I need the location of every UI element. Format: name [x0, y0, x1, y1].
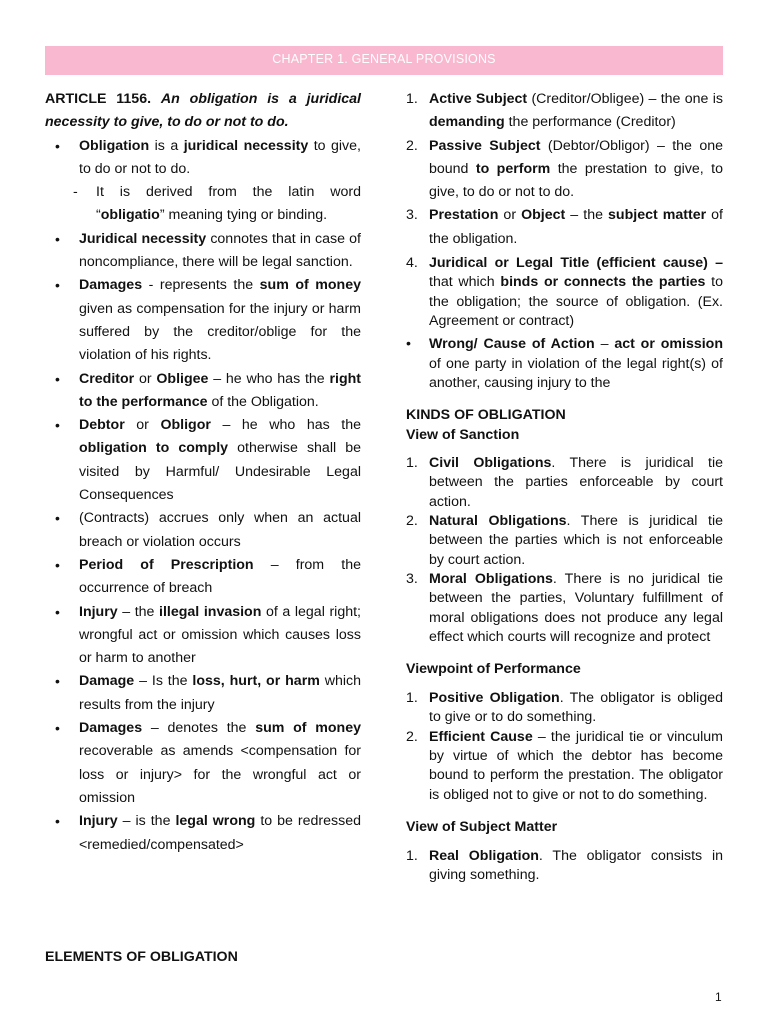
element-juridical-title: 4. Juridical or Legal Title (efficient cause) – that which binds or connects the parties to the obligation; the source of obligation. (Ex. Agreement or contract)	[406, 255, 723, 329]
right-column	[406, 88, 723, 886]
chapter-banner: CHAPTER 1. GENERAL PROVISIONS	[45, 46, 723, 75]
list-item-injury-legal-wrong: • Injury – is the legal wrong to be redressed <remedied/compensated>	[45, 810, 361, 857]
wrong-cause-of-action: • Wrong/ Cause of Action – act or omission of one party in violation of the legal right(s) of another, causing injury to the	[406, 335, 723, 393]
list-item-damages-sum: • Damages – denotes the sum of money recoverable as amends <compensation for loss or injury> for the wrongful act or omission	[45, 717, 361, 810]
subject-matter-heading: View of Subject Matter	[406, 818, 558, 835]
element-passive-subject: 2. Passive Subject (Debtor/Obligor) – the one bound to perform the prestation to give, to give, to do or not to do.	[406, 137, 723, 201]
performance-list	[406, 689, 723, 805]
list-item-prescription: • Period of Prescription – from the occurrence of breach	[45, 554, 361, 601]
moral-obligations: 3. Moral Obligations. There is no juridical tie between the parties, Voluntary fulfillment of moral obligations does not produce any legal effect which courts will recognize and protect	[406, 570, 723, 645]
definition-list	[45, 135, 361, 857]
elements-heading: ELEMENTS OF OBLIGATION	[45, 949, 238, 965]
list-item-contracts: • (Contracts) accrues only when an actual breach or violation occurs	[45, 507, 361, 554]
page-number: 1	[715, 990, 722, 1004]
element-active-subject: 1. Active Subject (Creditor/Obligee) – the one is demanding the performance (Creditor)	[406, 91, 723, 131]
left-column	[45, 88, 361, 857]
article-1156: ARTICLE 1156. An obligation is a juridical necessity to give, to do or not to do.	[45, 91, 362, 131]
efficient-cause: 2. Efficient Cause – the juridical tie or vinculum by virtue of which the debtor has become bound to perform the prestation. The obligator is obliged not to give or not to do something.	[406, 728, 723, 803]
list-item-juridical-necessity: • Juridical necessity connotes that in case of noncompliance, there will be legal sanction.	[45, 228, 361, 275]
real-obligation: 1. Real Obligation. The obligator consists in giving something.	[406, 847, 723, 884]
sanction-list	[406, 454, 723, 647]
sub-item-derivation: - It is derived from the latin word “obligatio” meaning tying or binding.	[79, 181, 361, 228]
list-item-debtor: • Debtor or Obligor – he who has the obligation to comply otherwise shall be visited by Harmful/ Undesirable Legal Consequences	[45, 414, 361, 507]
list-item-damage: • Damage – Is the loss, hurt, or harm which results from the injury	[45, 670, 361, 717]
kinds-heading: KINDS OF OBLIGATION	[406, 407, 566, 424]
list-item-creditor: • Creditor or Obligee – he who has the right to the performance of the Obligation.	[45, 368, 361, 415]
sanction-heading: View of Sanction	[406, 427, 520, 444]
list-item-damages: • Damages - represents the sum of money given as compensation for the injury or harm suffered by the creditor/oblige for the violation of his rights.	[45, 274, 361, 367]
subject-matter-list	[406, 847, 723, 886]
list-item-obligation: • Obligation is a juridical necessity to give, to do or not to do. - It is derived from the latin word “obligatio” meaning tying or binding.	[45, 135, 361, 228]
performance-heading: Viewpoint of Performance	[406, 661, 581, 678]
civil-obligations: 1. Civil Obligations. There is juridical tie between the parties enforceable by court action.	[406, 455, 724, 510]
element-prestation: 3. Prestation or Object – the subject matter of the obligation.	[406, 207, 724, 247]
positive-obligation: 1. Positive Obligation. The obligator is obliged to give or to do something.	[406, 690, 723, 726]
elements-list	[406, 88, 723, 331]
list-item-injury: • Injury – the illegal invasion of a legal right; wrongful act or omission which causes loss or harm to another	[45, 601, 361, 671]
natural-obligations: 2. Natural Obligations. There is juridical tie between the parties which is not enforceable by court action.	[406, 513, 723, 568]
